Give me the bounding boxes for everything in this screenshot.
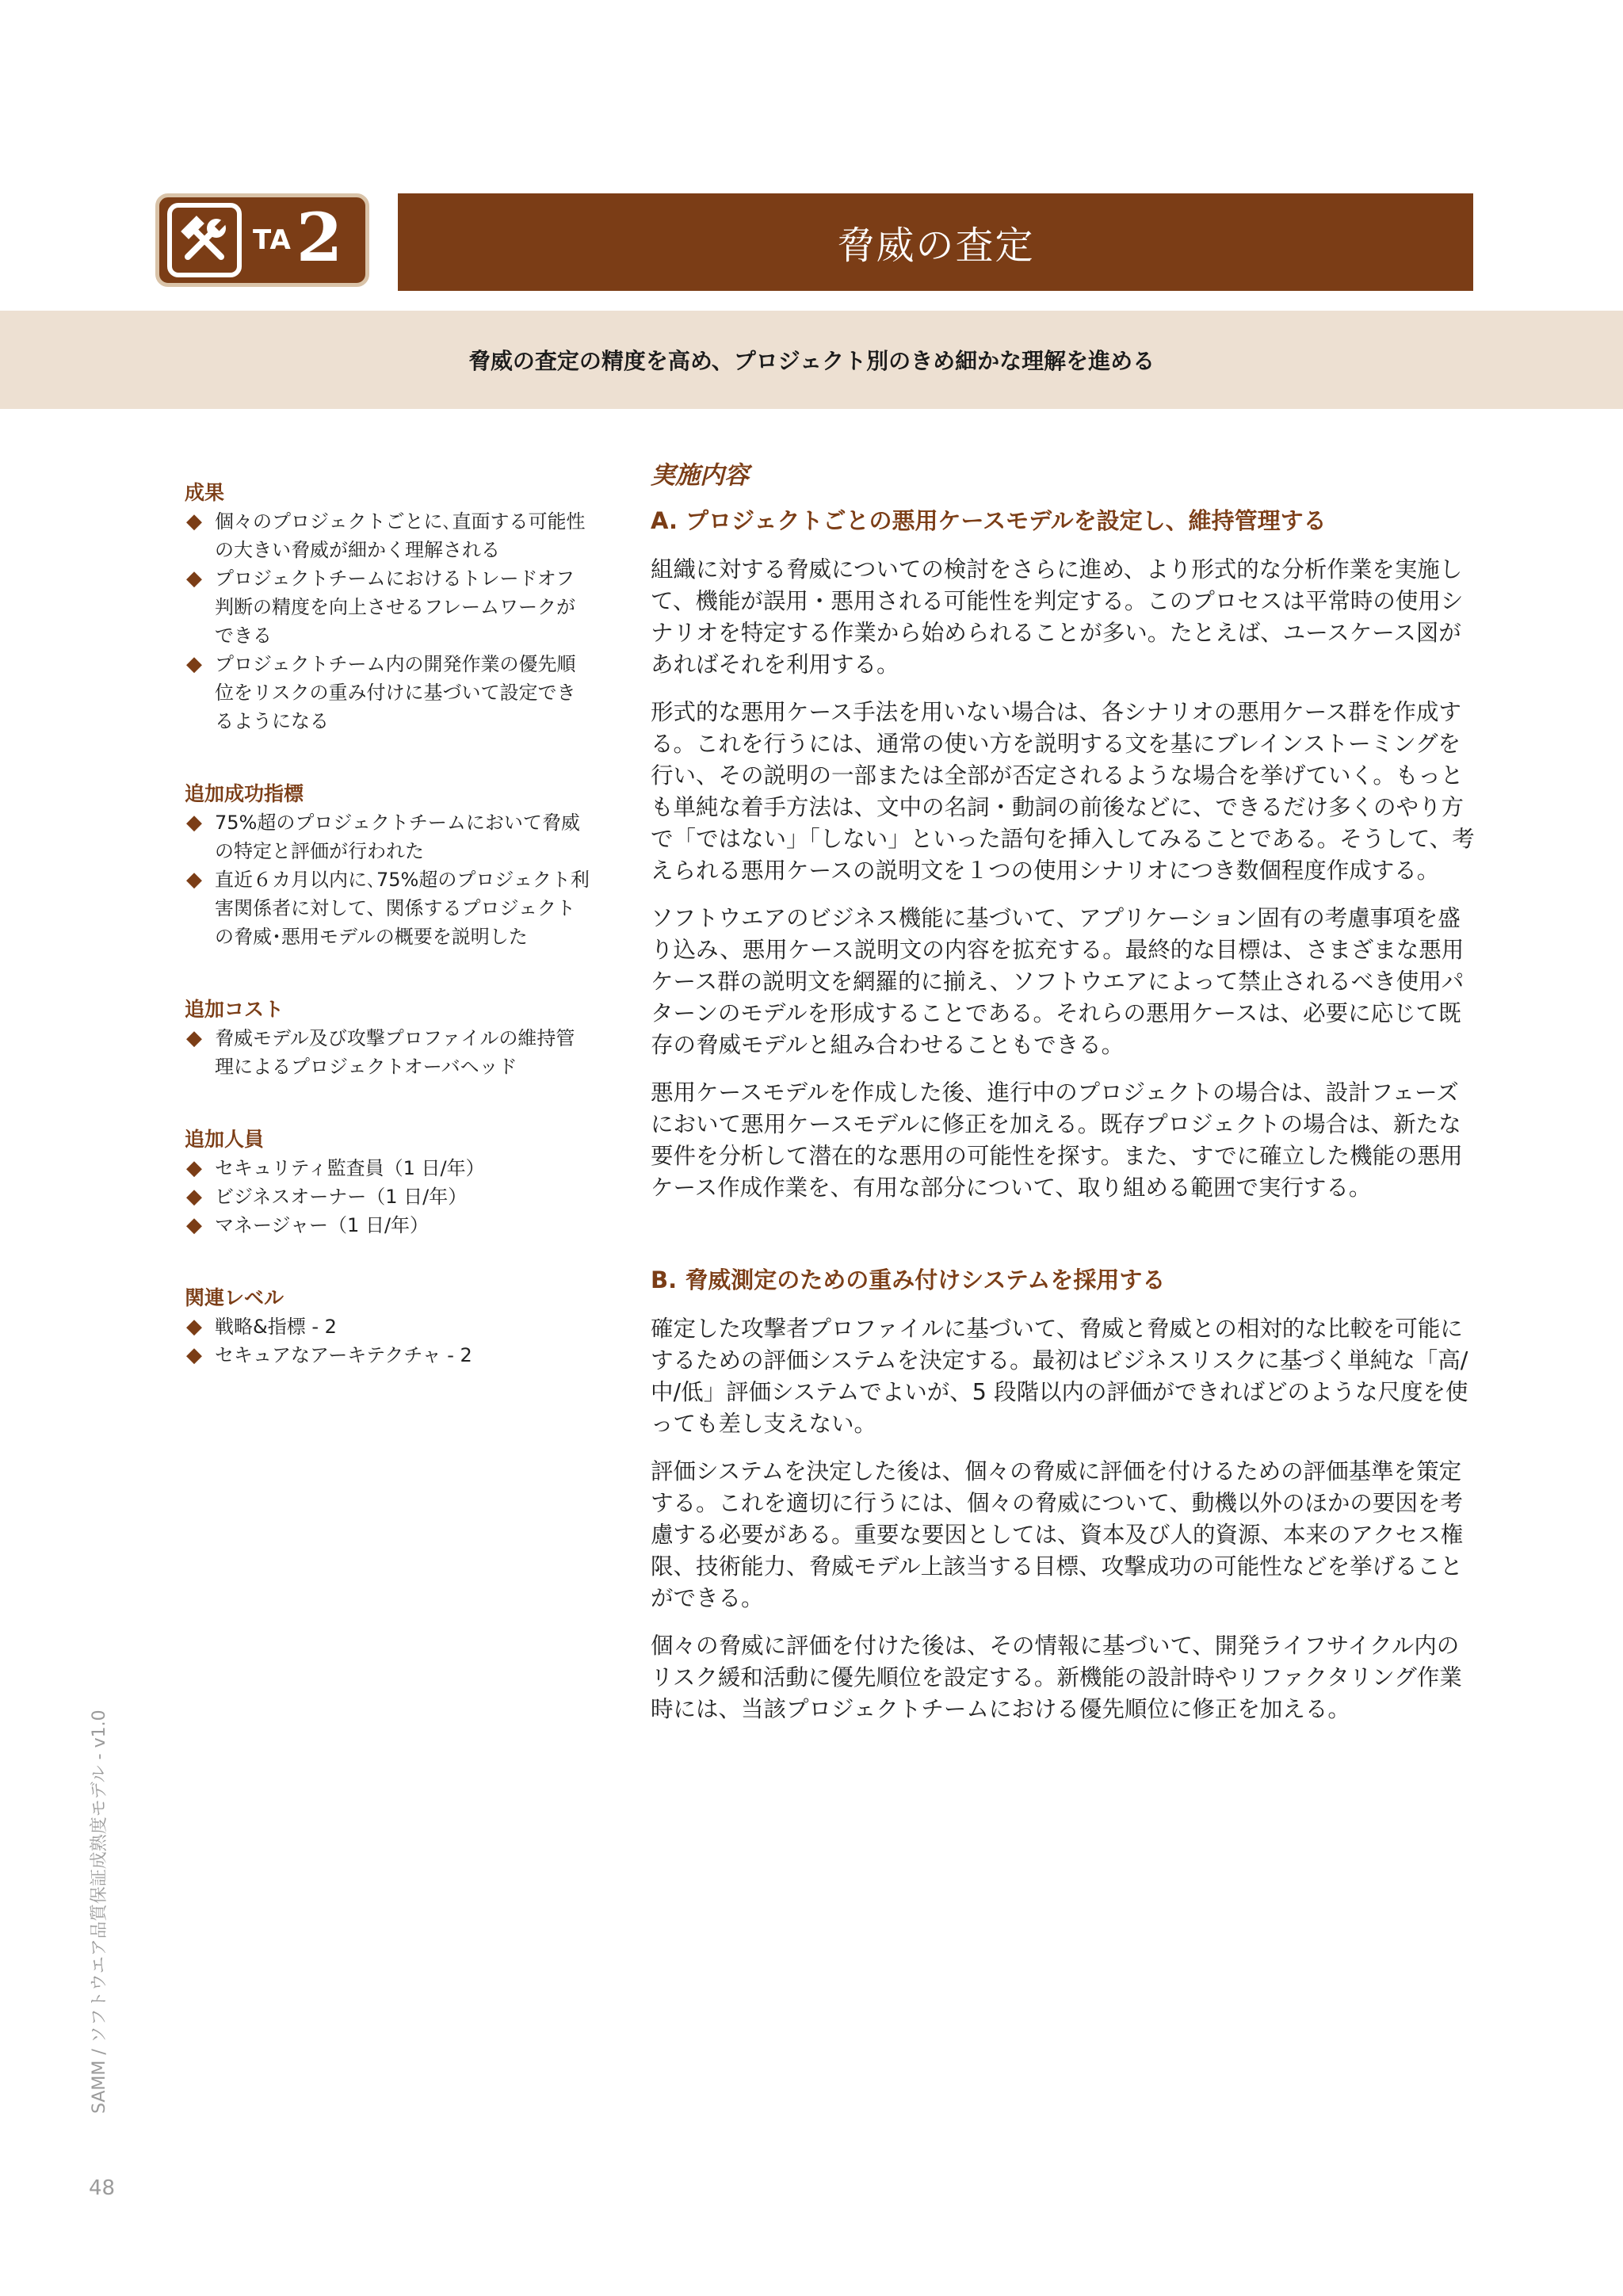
diamond-bullet-icon: ◆: [186, 1156, 202, 1180]
paragraph: 組織に対する脅威についての検討をさらに進め、より形式的な分析作業を実施して、機能が誤用・悪用される可能性を判定する。このプロセスは平常時の使用シナリオを特定する作業から始められることが多い。たとえば、ユースケース図があればそれを利用する。: [651, 556, 1464, 678]
outcomes-section: [185, 479, 590, 735]
list-item: [185, 1312, 590, 1341]
paragraph: 悪用ケースモデルを作成した後、進行中のプロジェクトの場合は、設計フェーズにおいて悪用ケースモデルに修正を加える。既存プロジェクトの場合は、新たな要件を分析して潜在的な悪用の可能性を探す。また、すでに確立した機能の悪用ケース作成作業を、有用な部分について、取り組める範囲で実行する。: [651, 1079, 1463, 1201]
success-metrics-heading: 追加成功指標: [185, 782, 304, 805]
paragraph: ソフトウエアのビジネス機能に基づいて、アプリケーション固有の考慮事項を盛り込み、悪用ケース説明文の内容を拡充する。最終的な目標は、さまざまな悪用ケース群の説明文を網羅的に揃え、ソフトウエアによって禁止されるべき使用パターンのモデルを形成することである。それらの悪用ケースは、必要に応じて既存の脅威モデルと組み合わせることもできる。: [651, 905, 1465, 1058]
related-levels-list: [185, 1312, 590, 1370]
sidebar: [185, 479, 590, 1414]
personnel-list: [185, 1154, 590, 1240]
practice-code: TA: [253, 224, 292, 256]
list-item: [185, 1154, 590, 1182]
list-item-text: プロジェクトチーム内の開発作業の優先順位をリスクの重み付けに基づいて設定できるようになる: [215, 653, 576, 732]
title-bar: [398, 193, 1473, 291]
section-spacer: [651, 1220, 1475, 1264]
paragraph: 形式的な悪用ケース手法を用いない場合は、各シナリオの悪用ケース群を作成する。これを行うには、通常の使い方を説明する文を基にブレインストーミングを行い、その説明の一部または全部が否定されるような場合を挙げていく。もっとも単純な着手方法は、文中の名詞・動詞の前後などに、できるだけ多くのやり方で「ではない」「しない」といった語句を挿入してみることである。そうして、考えられる悪用ケースの説明文を１つの使用シナリオにつき数個程度作成する。: [651, 699, 1475, 884]
level-badge: [155, 193, 369, 287]
costs-section: [185, 995, 590, 1081]
diamond-bullet-icon: ◆: [186, 1026, 202, 1050]
paragraph: 確定した攻撃者プロファイルに基づいて、脅威と脅威との相対的な比較を可能にするための評価システムを決定する。最初はビジネスリスクに基づく単純な「高/中/低」評価システムでよいが、5 段階以内の評価ができればどのような尺度を使っても差し支えない。: [651, 1316, 1468, 1437]
costs-list: [185, 1024, 590, 1081]
success-metrics-list: [185, 808, 590, 951]
badge-label: [253, 198, 343, 277]
diamond-bullet-icon: ◆: [186, 1343, 202, 1367]
diamond-bullet-icon: ◆: [186, 1213, 202, 1237]
diamond-bullet-icon: ◆: [186, 811, 202, 835]
activity-a-title: A. プロジェクトごとの悪用ケースモデルを設定し、維持管理する: [651, 507, 1327, 534]
list-item-text: プロジェクトチームにおけるトレードオフ判断の精度を向上させるフレームワークができる: [215, 567, 576, 647]
diamond-bullet-icon: ◆: [186, 510, 202, 533]
diamond-bullet-icon: ◆: [186, 1315, 202, 1339]
list-item: [185, 564, 590, 650]
outcomes-list: [185, 507, 590, 735]
main-content: [651, 455, 1475, 1741]
related-levels-heading: 関連レベル: [185, 1286, 285, 1309]
list-item: [185, 865, 590, 951]
list-item: [185, 507, 590, 564]
list-item-text: 75%超のプロジェクトチームにおいて脅威の特定と評価が行われた: [215, 812, 580, 862]
page-title: 脅威の査定: [836, 223, 1035, 268]
personnel-section: [185, 1125, 590, 1240]
list-item: [185, 808, 590, 865]
paragraph: 評価システムを決定した後は、個々の脅威に評価を付けるための評価基準を策定する。これを適切に行うには、個々の脅威について、動機以外のほかの要因を考慮する必要がある。重要な要因としては、資本及び人的資源、本来のアクセス権限、技術能力、脅威モデル上該当する目標、攻撃成功の可能性などを挙げることができる。: [651, 1458, 1464, 1611]
page-number: 48: [89, 2176, 116, 2200]
success-metrics-section: [185, 780, 590, 951]
crossed-hammer-wrench-icon: [167, 203, 242, 277]
list-item-text: セキュリティ監査員（1 日/年）: [215, 1157, 485, 1179]
list-item-text: ビジネスオーナー（1 日/年）: [215, 1186, 468, 1208]
list-item-text: 個々のプロジェクトごとに､直面する可能性の大きい脅威が細かく理解される: [215, 510, 586, 561]
objective-text: 脅威の査定の精度を高め、プロジェクト別のきめ細かな理解を進める: [468, 348, 1155, 374]
list-item: [185, 1211, 590, 1240]
costs-heading: 追加コスト: [185, 998, 285, 1021]
list-item: [185, 1341, 590, 1370]
list-item-text: セキュアなアーキテクチャ - 2: [215, 1344, 472, 1366]
related-levels-section: [185, 1284, 590, 1370]
maturity-level: 2: [296, 198, 343, 277]
objective-band: [0, 311, 1623, 409]
diamond-bullet-icon: ◆: [186, 567, 202, 590]
paragraph: 個々の脅威に評価を付けた後は、その情報に基づいて、開発ライフサイクル内のリスク緩和活動に優先順位を設定する。新機能の設計時やリファクタリング作業時には、当該プロジェクトチームにおける優先順位に修正を加える。: [651, 1633, 1462, 1722]
list-item: [185, 1024, 590, 1081]
running-footer: SAMM / ソフトウエア品質保証成熟度モデル - v1.0: [90, 1710, 109, 2114]
activity-b-title: B. 脅威測定のための重み付けシステムを採用する: [651, 1266, 1166, 1293]
diamond-bullet-icon: ◆: [186, 868, 202, 892]
personnel-heading: 追加人員: [185, 1128, 265, 1151]
list-item: [185, 1182, 590, 1211]
list-item: [185, 650, 590, 735]
diamond-bullet-icon: ◆: [186, 652, 202, 676]
diamond-bullet-icon: ◆: [186, 1185, 202, 1209]
activities-heading: 実施内容: [651, 461, 749, 490]
list-item-text: 直近６カ月以内に､75%超のプロジェクト利害関係者に対して、関係するプロジェクトの脅威･悪用モデルの概要を説明した: [215, 869, 590, 948]
list-item-text: マネージャー（1 日/年）: [215, 1214, 430, 1236]
outcomes-heading: 成果: [185, 481, 225, 504]
list-item-text: 戦略&指標 - 2: [215, 1316, 337, 1338]
list-item-text: 脅威モデル及び攻撃プロファイルの維持管理によるプロジェクトオーバヘッド: [215, 1027, 575, 1078]
